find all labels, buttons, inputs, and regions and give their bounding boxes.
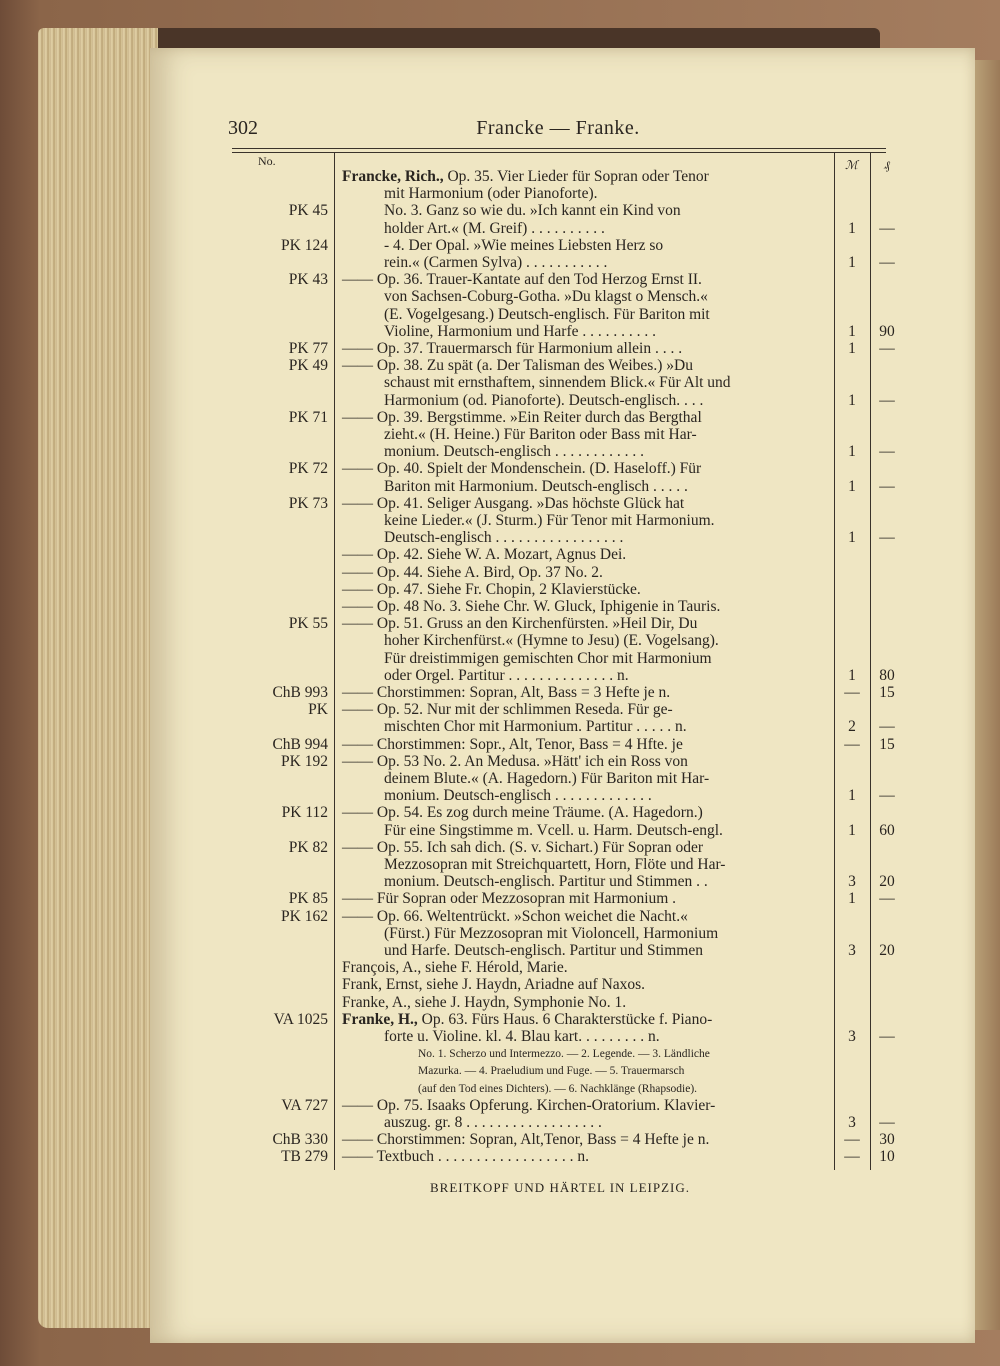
price-pfennig: 80 [879,666,895,684]
table-row [0,718,1000,736]
entry-text: Franke, A., siehe J. Haydn, Symphonie No. 1. [342,993,627,1011]
price-pfennig: — [879,391,895,409]
price-pfennig: — [879,1114,895,1131]
entry-text: Violine, Harmonium und Harfe . . . . . . . . . . [384,322,656,340]
entry-text: —— Op. 52. Nur mit der schlimmen Reseda. Für ge- [342,701,673,719]
entry-text: - 4. Der Opal. »Wie meines Liebsten Herz so [384,236,664,254]
price-mark: 1 [848,821,856,839]
entry-text: Für dreistimmigen gemischten Chor mit Harmonium [384,649,712,667]
price-mark: 1 [848,340,856,357]
entry-text: zieht.« (H. Heine.) Für Bariton oder Bass mit Har- [384,426,697,443]
entry-text: Franke, H., Op. 63. Fürs Haus. 6 Charakterstücke f. Piano- [342,1010,713,1028]
price-mark: 1 [848,391,856,409]
table-row [0,271,1000,289]
table-row [0,615,1000,633]
entry-text: —— Op. 66. Weltentrückt. »Schon weichet die Nacht.« [342,907,688,925]
table-row [0,976,1000,994]
entry-text: —— Chorstimmen: Sopran, Alt, Bass = 3 Hefte je n. [342,684,671,701]
price-mark: 3 [848,942,856,959]
entry-text: —— Op. 53 No. 2. An Medusa. »Hätt' ich ein Ross von [342,752,688,770]
price-mark: 3 [848,1114,856,1131]
table-row [0,288,1000,306]
entry-text: von Sachsen-Coburg-Gotha. »Du klagst o Mensch.« [384,288,708,306]
entry-text: (Fürst.) Für Mezzosopran mit Violoncell, Harmonium [384,924,719,942]
catalog-number: PK 124 [281,236,328,254]
entry-text: rein.« (Carmen Sylva) . . . . . . . . . . . [384,254,608,271]
catalog-number: TB 279 [281,1148,328,1166]
entry-text: —— Textbuch . . . . . . . . . . . . . . . . . . n. [342,1148,590,1166]
entry-text: —— Op. 42. Siehe W. A. Mozart, Agnus Dei. [342,546,627,564]
catalog-number: VA 1025 [273,1010,328,1028]
price-mark: 2 [848,718,856,736]
table-row [0,1011,1000,1029]
entry-text: keine Lieder.« (J. Sturm.) Für Tenor mit Harmonium. [384,512,715,529]
entry-text: monium. Deutsch-englisch . . . . . . . . . . . . . [384,787,652,805]
table-row [0,323,1000,341]
price-mark: 1 [848,322,856,340]
entry-text: Francke, Rich., Op. 35. Vier Lieder für Sopran oder Tenor [342,168,709,185]
table-row [0,1080,1000,1098]
table-row [0,478,1000,496]
entry-text: —— Op. 38. Zu spät (a. Der Talisman des Weibes.) »Du [342,357,693,375]
entry-text: holder Art.« (M. Greif) . . . . . . . . . . [384,219,605,237]
entry-text: (E. Vogelgesang.) Deutsch-englisch. Für Bariton mit [384,305,710,323]
table-row [0,925,1000,943]
entry-text: —— Op. 75. Isaaks Opferung. Kirchen-Oratorium. Klavier- [342,1096,716,1114]
table-row [0,804,1000,822]
price-pfennig: — [879,443,895,461]
catalog-number: ChB 994 [272,735,328,753]
price-pfennig: 60 [879,821,895,839]
entry-text: deinem Blute.« (A. Hagedorn.) Für Bariton mit Har- [384,770,710,787]
table-row [0,340,1000,358]
price-mark: 3 [848,873,856,891]
entry-text: No. 3. Ganz so wie du. »Ich kannt ein Kind von [384,202,681,220]
table-row [0,684,1000,702]
price-mark: 1 [848,787,856,805]
table-row [0,959,1000,977]
catalog-number: PK 112 [281,804,328,822]
table-row [0,512,1000,530]
price-mark: 1 [848,890,856,908]
entry-text: Frank, Ernst, siehe J. Haydn, Ariadne auf Naxos. [342,976,646,994]
price-mark: 1 [848,477,856,495]
price-pfennig: 20 [879,942,895,959]
catalog-number: PK 45 [288,202,328,220]
table-row [0,409,1000,427]
table-row [0,753,1000,771]
catalog-number: PK 72 [288,460,328,478]
entry-text: Deutsch-englisch . . . . . . . . . . . . . . . . . [384,529,624,547]
table-row [0,460,1000,478]
table-row [0,1097,1000,1115]
table-row [0,495,1000,513]
column-label-pfennig: ₰ [884,158,890,172]
price-pfennig: 15 [879,735,895,753]
entry-text: Mazurka. — 4. Praeludium und Fuge. — 5. Trauermarsch [418,1065,685,1078]
price-pfennig: 15 [879,684,895,701]
table-row [0,942,1000,960]
catalog-number: PK 77 [288,340,328,357]
entry-text: mischten Chor mit Harmonium. Partitur . . . . . n. [384,718,687,736]
table-row [0,632,1000,650]
catalog-number: ChB 330 [272,1131,328,1149]
table-row [0,1062,1000,1080]
table-row [0,254,1000,272]
table-row [0,185,1000,203]
table-row [0,1114,1000,1132]
table-row [0,220,1000,238]
price-mark: 1 [848,254,856,271]
column-label-mark: ℳ [845,158,858,172]
table-row [0,1148,1000,1166]
table-row [0,426,1000,444]
price-mark: 1 [848,219,856,237]
table-row [0,443,1000,461]
entry-text: —— Op. 39. Bergstimme. »Ein Reiter durch das Bergthal [342,408,702,426]
price-mark: 1 [848,529,856,547]
entry-text: Bariton mit Harmonium. Deutsch-englisch . . . . . [384,477,688,495]
price-pfennig: — [879,477,895,495]
price-pfennig: — [879,340,895,357]
table-row [0,839,1000,857]
entry-text: hoher Kirchenfürst.« (Hymne to Jesu) (E. Vogelsang). [384,632,719,650]
entry-text: mit Harmonium (oder Pianoforte). [384,185,598,203]
price-mark: — [844,684,860,701]
catalog-number: PK 192 [281,752,328,770]
price-mark: — [844,1148,860,1166]
entry-text: Mezzosopran mit Streichquartett, Horn, Flöte und Har- [384,856,726,873]
price-pfennig: 20 [879,873,895,891]
catalog-number: PK 73 [288,494,328,512]
entry-text: François, A., siehe F. Hérold, Marie. [342,959,568,977]
entry-text: —— Op. 47. Siehe Fr. Chopin, 2 Klavierstücke. [342,580,641,598]
entry-text: oder Orgel. Partitur . . . . . . . . . . . . . . n. [384,666,629,684]
entry-text: schaust mit ernsthaftem, sinnendem Blick.« Für Alt und [384,374,731,392]
catalog-number: ChB 993 [272,684,328,701]
catalog-number: PK 43 [288,271,328,289]
table-row [0,529,1000,547]
price-pfennig: — [879,254,895,271]
price-pfennig: 10 [879,1148,895,1166]
table-row [0,564,1000,582]
price-pfennig: — [879,1028,895,1045]
entry-text: —— Op. 40. Spielt der Mondenschein. (D. Haseloff.) Für [342,460,702,478]
price-pfennig: — [879,219,895,237]
table-row [0,237,1000,255]
table-row [0,1045,1000,1063]
table-row [0,856,1000,874]
entry-text: Für eine Singstimme m. Vcell. u. Harm. Deutsch-engl. [384,821,723,839]
table-row [0,168,1000,186]
entry-text: und Harfe. Deutsch-englisch. Partitur und Stimmen [384,942,703,959]
entry-text: Harmonium (od. Pianoforte). Deutsch-englisch. . . . [384,391,704,409]
table-row [0,1028,1000,1046]
entry-text: —— Op. 54. Es zog durch meine Träume. (A. Hagedorn.) [342,804,703,822]
entry-text: No. 1. Scherzo und Intermezzo. — 2. Legende. — 3. Ländliche [418,1048,710,1061]
price-pfennig: 90 [879,322,895,340]
catalog-number: PK 82 [288,838,328,856]
entry-text: monium. Deutsch-englisch. Partitur und Stimmen . . [384,873,708,891]
price-mark: — [844,735,860,753]
table-row [0,890,1000,908]
table-row [0,873,1000,891]
entry-text: monium. Deutsch-englisch . . . . . . . . . . . . [384,443,645,461]
entry-text: —— Op. 48 No. 3. Siehe Chr. W. Gluck, Iphigenie in Tauris. [342,598,721,615]
price-pfennig: — [879,890,895,908]
catalog-number: VA 727 [281,1096,328,1114]
table-row [0,650,1000,668]
table-row [0,770,1000,788]
column-label-no: No. [258,154,276,168]
entry-text: —— Op. 36. Trauer-Kantate auf den Tod Herzog Ernst II. [342,271,702,289]
entry-text: —— Op. 55. Ich sah dich. (S. v. Sichart.) Für Sopran oder [342,838,704,856]
table-row [0,581,1000,599]
page-number: 302 [228,117,258,139]
catalog-number: PK 49 [288,357,328,375]
catalog-number: PK [308,701,328,719]
entry-text: —— Für Sopran oder Mezzosopran mit Harmonium . [342,890,677,908]
table-row [0,736,1000,754]
publisher-footer: BREITKOPF UND HÄRTEL IN LEIPZIG. [429,1180,691,1195]
table-row [0,701,1000,719]
table-row [0,1131,1000,1149]
entry-text: forte u. Violine. kl. 4. Blau kart. . . . . . . . . n. [384,1028,660,1045]
entry-text: —— Op. 37. Trauermarsch für Harmonium allein . . . . [342,340,683,357]
table-row [0,994,1000,1012]
table-row [0,374,1000,392]
table-row [0,667,1000,685]
table-row [0,202,1000,220]
table-row [0,392,1000,410]
price-pfennig: 30 [879,1131,895,1149]
entry-text: —— Op. 44. Siehe A. Bird, Op. 37 No. 2. [342,563,603,581]
price-pfennig: — [879,787,895,805]
entry-text: —— Chorstimmen: Sopran, Alt,Tenor, Bass = 4 Hefte je n. [342,1131,710,1149]
entry-text: —— Op. 41. Seliger Ausgang. »Das höchste Glück hat [342,494,685,512]
table-row [0,598,1000,616]
price-mark: 1 [848,443,856,461]
catalog-number: PK 162 [281,907,328,925]
table-row [0,306,1000,324]
price-mark: 3 [848,1028,856,1045]
entry-text: auszug. gr. 8 . . . . . . . . . . . . . . . . . . [384,1114,602,1131]
table-row [0,822,1000,840]
price-pfennig: — [879,718,895,736]
table-row [0,908,1000,926]
catalog-number: PK 55 [288,615,328,633]
entry-text: —— Op. 51. Gruss an den Kirchenfürsten. »Heil Dir, Du [342,615,698,633]
table-row [0,357,1000,375]
table-row [0,546,1000,564]
catalog-number: PK 85 [288,890,328,908]
price-mark: 1 [848,666,856,684]
price-pfennig: — [879,529,895,547]
entry-text: (auf den Tod eines Dichters). — 6. Nachklänge (Rhapsodie). [418,1082,698,1095]
price-mark: — [844,1131,860,1149]
catalog-number: PK 71 [288,408,328,426]
entry-text: —— Chorstimmen: Sopr., Alt, Tenor, Bass = 4 Hfte. je [342,735,683,753]
table-row [0,787,1000,805]
running-title: Francke — Franke. [476,117,640,139]
